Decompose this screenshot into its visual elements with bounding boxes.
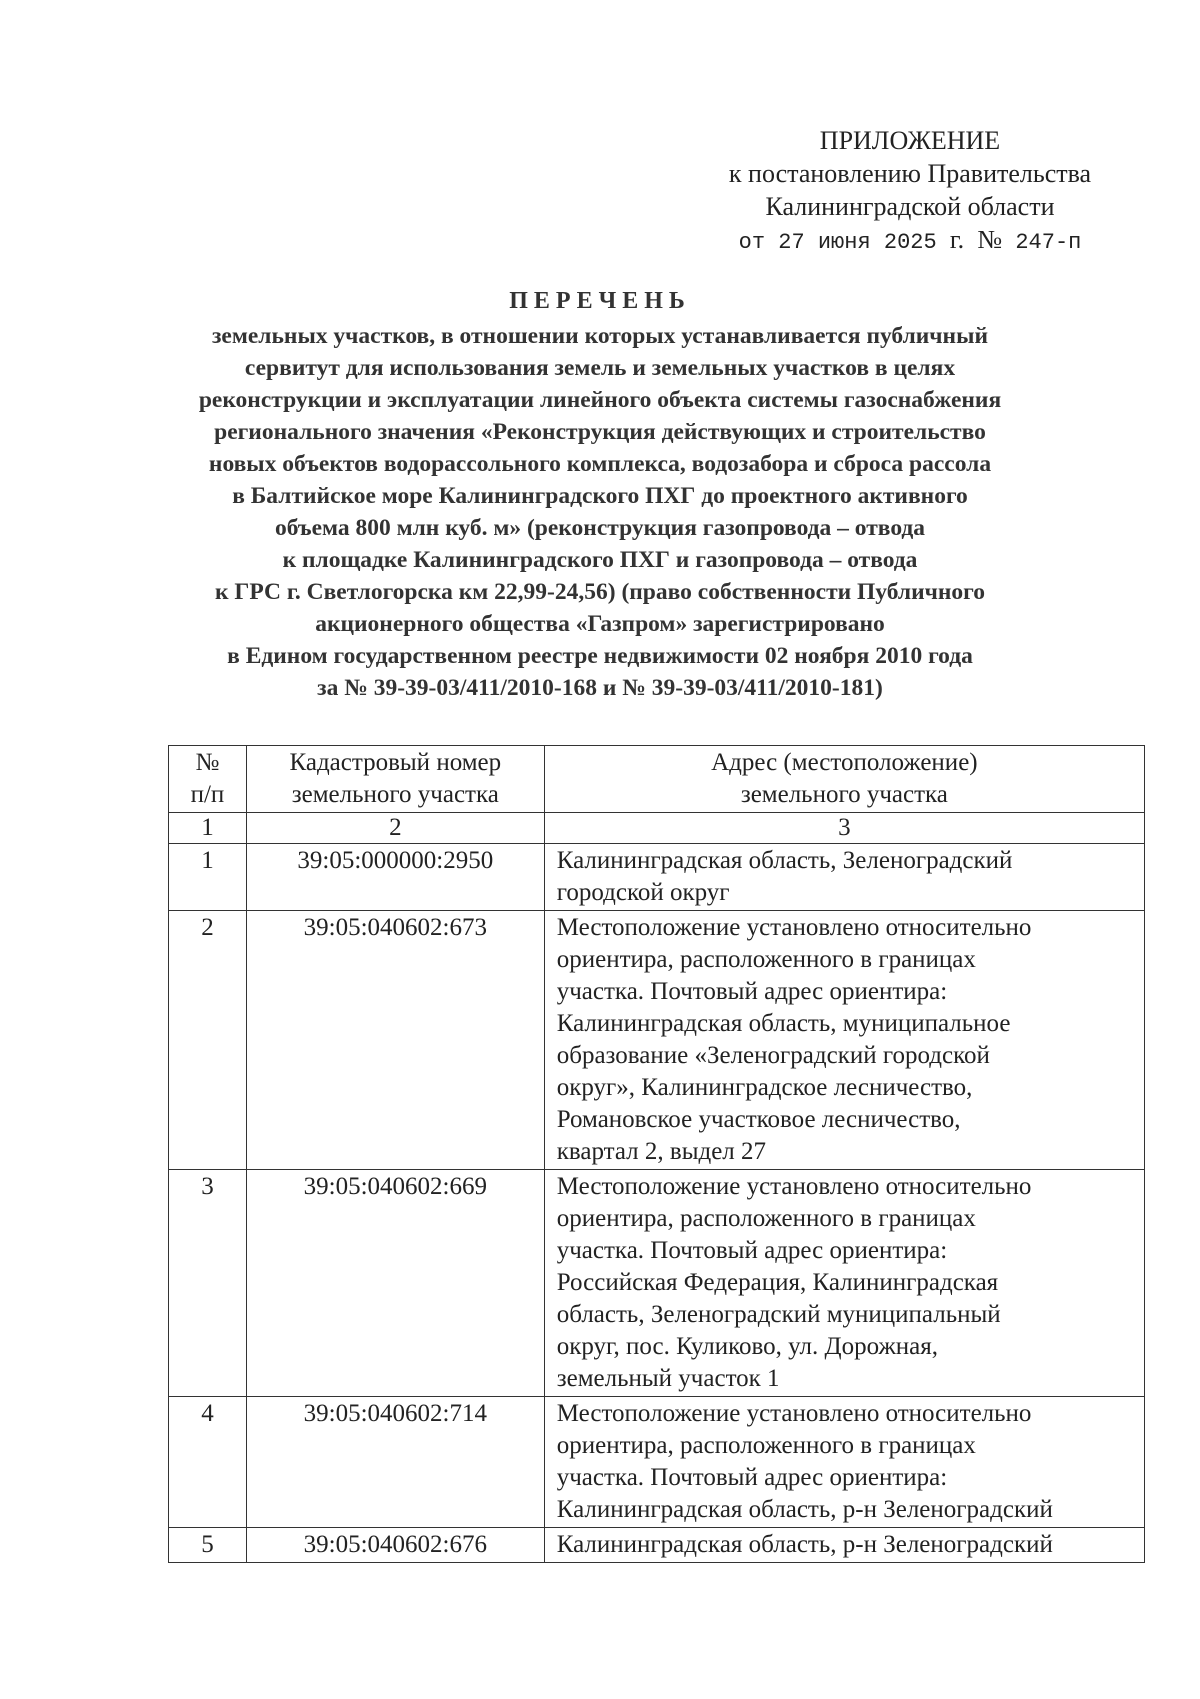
appendix-line-2: Калининградской области bbox=[765, 192, 1055, 221]
address-line: Местоположение установлено относительно bbox=[556, 1400, 1032, 1427]
row-number: 1 bbox=[169, 844, 247, 911]
column-number: 3 bbox=[544, 813, 1144, 844]
year-abbrev: г. bbox=[949, 225, 965, 254]
subtitle-line: сервитут для использования земель и земельных участков в целях bbox=[244, 355, 956, 381]
table-row bbox=[169, 844, 1145, 911]
plot-address bbox=[544, 1170, 1144, 1397]
subtitle-line: в Балтийское море Калининградского ПХГ до проектного активного bbox=[232, 483, 968, 509]
row-number: 5 bbox=[169, 1528, 247, 1563]
header-text: земельного участка bbox=[291, 781, 499, 808]
appendix-title: ПРИЛОЖЕНИЕ bbox=[819, 126, 1001, 155]
column-number: 2 bbox=[246, 813, 544, 844]
subtitle-line: объема 800 млн куб. м» (реконструкция газопровода – отвода bbox=[274, 515, 926, 541]
header-address bbox=[544, 746, 1144, 813]
subtitle-line: к площадке Калининградского ПХГ и газопровода – отвода bbox=[282, 547, 918, 573]
address-line: Местоположение установлено относительно bbox=[556, 1173, 1032, 1200]
address-line: область, Зеленоградский муниципальный bbox=[556, 1301, 1001, 1328]
row-number: 2 bbox=[169, 911, 247, 1170]
address-line: Российская Федерация, Калининградская bbox=[556, 1269, 999, 1296]
address-line: ориентира, расположенного в границах bbox=[556, 946, 976, 973]
column-number-row bbox=[169, 813, 1145, 844]
address-line: участка. Почтовый адрес ориентира: bbox=[556, 1464, 948, 1491]
header-text: № bbox=[195, 749, 220, 776]
subtitle-line: к ГРС г. Светлогорска км 22,99-24,56) (право собственности Публичного bbox=[214, 579, 986, 605]
table-row bbox=[169, 1397, 1145, 1528]
address-line: участка. Почтовый адрес ориентира: bbox=[556, 1237, 948, 1264]
table-row bbox=[169, 1170, 1145, 1397]
header-text: земельного участка bbox=[740, 781, 948, 808]
land-plots-table bbox=[168, 745, 1145, 1563]
table-row bbox=[169, 911, 1145, 1170]
table-body bbox=[169, 844, 1145, 1563]
subtitle-line: новых объектов водорассольного комплекса, водозабора и сброса рассола bbox=[208, 451, 992, 477]
cadastral-number: 39:05:000000:2950 bbox=[246, 844, 544, 911]
resolution-date: от 27 июня 2025 bbox=[738, 230, 937, 255]
resolution-date-number bbox=[660, 223, 1160, 259]
appendix-block bbox=[660, 124, 1160, 259]
address-line: Калининградская область, Зеленоградский bbox=[556, 847, 1013, 874]
appendix-line-1: к постановлению Правительства bbox=[728, 159, 1092, 188]
header-text: Кадастровый номер bbox=[289, 749, 502, 776]
address-line: земельный участок 1 bbox=[556, 1365, 780, 1392]
subtitle-line: акционерного общества «Газпром» зарегистрировано bbox=[315, 611, 885, 637]
row-number: 3 bbox=[169, 1170, 247, 1397]
address-line: Калининградская область, р-н Зеленоградский bbox=[556, 1531, 1053, 1558]
header-text: Адрес (местоположение) bbox=[711, 749, 978, 776]
cadastral-number: 39:05:040602:669 bbox=[246, 1170, 544, 1397]
subtitle-line: за № 39-39-03/411/2010-168 и № 39-39-03/411/2010-181) bbox=[317, 675, 883, 701]
address-line: участка. Почтовый адрес ориентира: bbox=[556, 978, 948, 1005]
plot-address bbox=[544, 911, 1144, 1170]
address-line: округ», Калининградское лесничество, bbox=[556, 1074, 973, 1101]
plot-address bbox=[544, 844, 1144, 911]
plot-address bbox=[544, 1397, 1144, 1528]
address-line: Калининградская область, муниципальное bbox=[556, 1010, 1011, 1037]
cadastral-number: 39:05:040602:676 bbox=[246, 1528, 544, 1563]
address-line: округ, пос. Куликово, ул. Дорожная, bbox=[556, 1333, 938, 1360]
address-line: Местоположение установлено относительно bbox=[556, 914, 1032, 941]
address-line: образование «Зеленоградский городской bbox=[556, 1042, 990, 1069]
document-subtitle bbox=[150, 320, 1050, 704]
table-header-row bbox=[169, 746, 1145, 813]
subtitle-line: регионального значения «Реконструкция действующих и строительство bbox=[214, 419, 986, 445]
table-row bbox=[169, 1528, 1145, 1563]
row-number: 4 bbox=[169, 1397, 247, 1528]
plot-address bbox=[544, 1528, 1144, 1563]
header-cadastral-number bbox=[246, 746, 544, 813]
subtitle-line: земельных участков, в отношении которых устанавливается публичный bbox=[211, 323, 988, 349]
cadastral-number: 39:05:040602:673 bbox=[246, 911, 544, 1170]
number-sign: № bbox=[977, 225, 1003, 254]
address-line: городской округ bbox=[556, 879, 730, 906]
address-line: Калининградская область, р-н Зеленоградский bbox=[556, 1496, 1053, 1523]
column-number: 1 bbox=[169, 813, 247, 844]
address-line: ориентира, расположенного в границах bbox=[556, 1432, 976, 1459]
subtitle-line: в Едином государственном реестре недвижимости 02 ноября 2010 года bbox=[227, 643, 973, 669]
document-title: ПЕРЕЧЕНЬ bbox=[509, 288, 691, 314]
header-text: п/п bbox=[190, 781, 225, 808]
cadastral-number: 39:05:040602:714 bbox=[246, 1397, 544, 1528]
subtitle-line: реконструкции и эксплуатации линейного объекта системы газоснабжения bbox=[198, 387, 1002, 413]
address-line: квартал 2, выдел 27 bbox=[556, 1138, 767, 1165]
address-line: ориентира, расположенного в границах bbox=[556, 1205, 976, 1232]
resolution-number: 247-п bbox=[1015, 230, 1082, 255]
address-line: Романовское участковое лесничество, bbox=[556, 1106, 961, 1133]
header-row-number bbox=[169, 746, 247, 813]
